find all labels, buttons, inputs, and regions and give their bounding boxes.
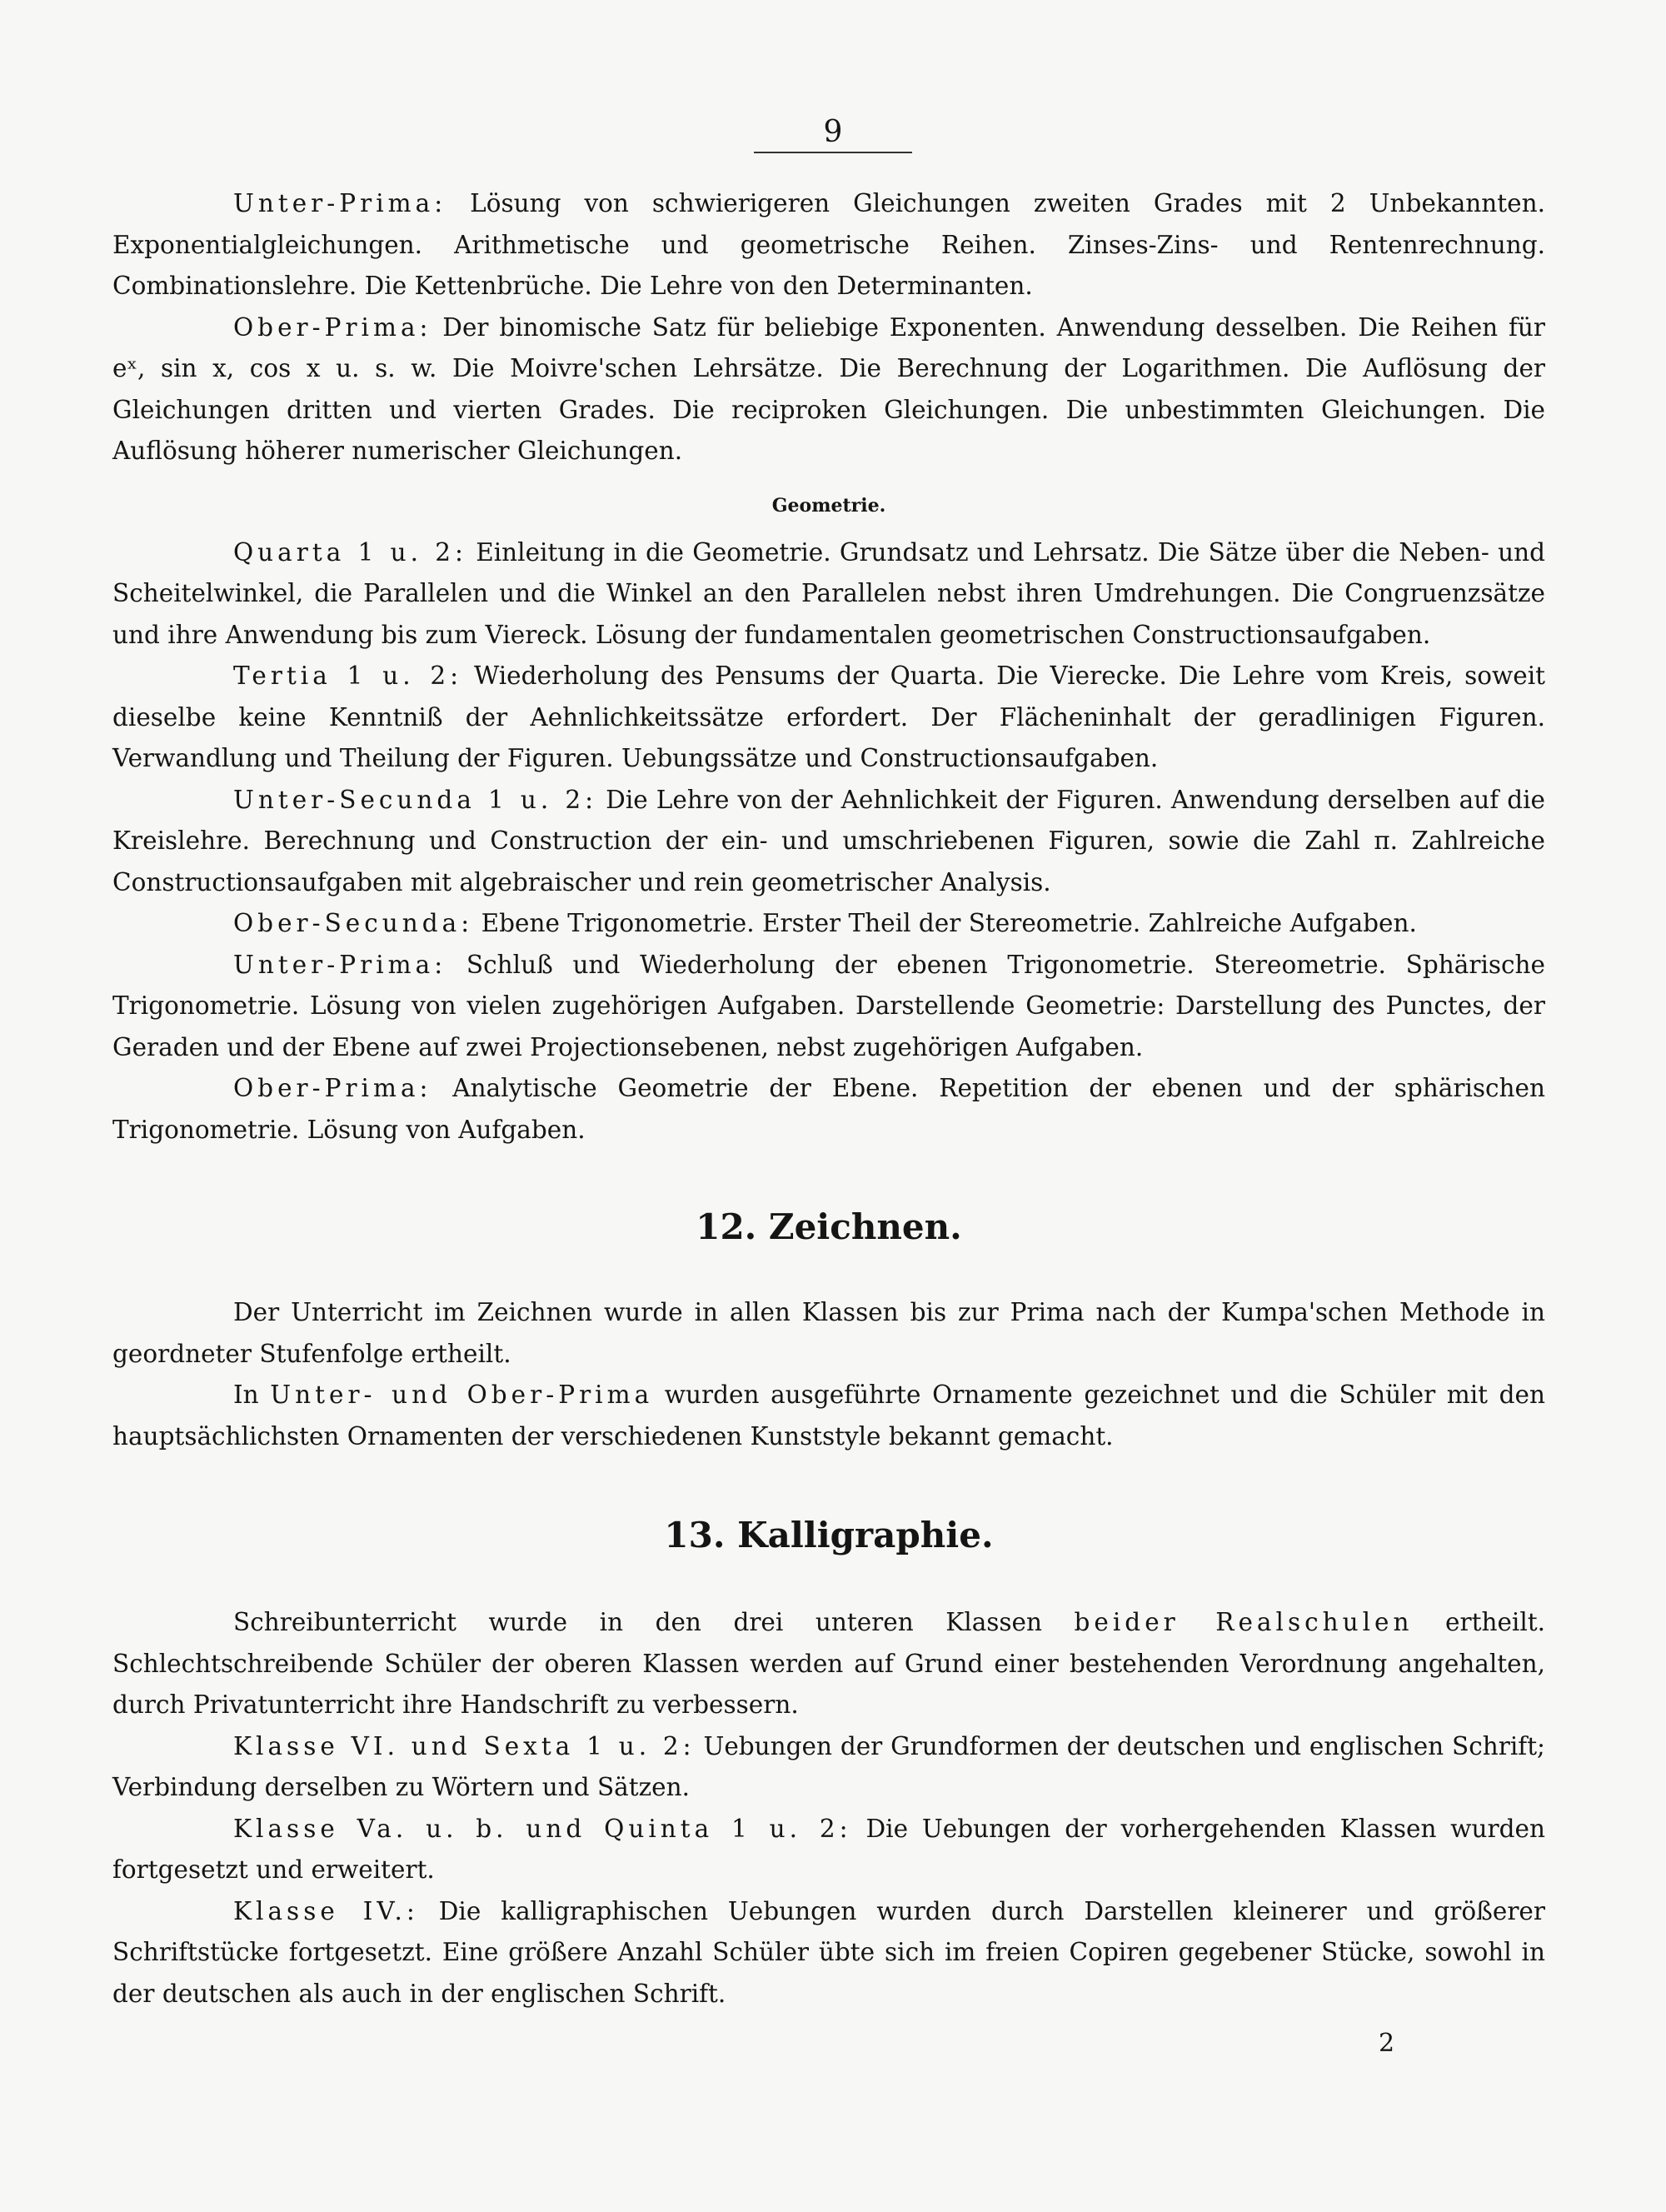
class-label: Tertia 1 u. 2: bbox=[233, 662, 463, 690]
class-label: Ober-Prima: bbox=[233, 312, 432, 342]
class-label: Ober-Secunda: bbox=[233, 909, 474, 937]
class-label: Klasse Va. u. b. und Quinta 1 u. 2: bbox=[233, 1814, 852, 1843]
class-label: Unter-Prima: bbox=[233, 950, 447, 979]
geometry-tertia-paragraph bbox=[112, 656, 1545, 780]
paragraph-text: Die Lehre von der Aehnlichkeit der Figuren. Anwendung derselben auf die Kreislehre. Berechnung und Construction der ein- und umschriebenen Figuren, sowie die Zahl π. Zahlreiche Constructionsaufgaben mit algebraischer und rein geometrischer Analysis. bbox=[112, 785, 1545, 896]
emphasis-label: beider Realschulen bbox=[1074, 1608, 1414, 1636]
drawing-paragraph-2 bbox=[112, 1375, 1545, 1457]
geometry-subheading: Geometrie. bbox=[771, 494, 886, 517]
paragraph-text: Uebungen der Grundformen der deutschen und englischen Schrift; Verbindung derselben zu Wörtern und Sätzen. bbox=[112, 1731, 1545, 1801]
calligraphy-intro-paragraph bbox=[112, 1602, 1545, 1726]
class-label: Unter- und Ober-Prima bbox=[270, 1381, 654, 1409]
section-12-heading: 12. Zeichnen. bbox=[696, 1206, 962, 1247]
class-label: Klasse IV.: bbox=[233, 1896, 419, 1925]
paragraph-text: In bbox=[233, 1381, 271, 1409]
geometry-ober-prima-paragraph bbox=[112, 1068, 1545, 1151]
geometry-quarta-paragraph bbox=[112, 532, 1545, 657]
section-13-heading: 13. Kalligraphie. bbox=[664, 1515, 994, 1555]
signature-mark: 2 bbox=[1379, 2029, 1395, 2058]
class-label: Quarta 1 u. 2: bbox=[233, 537, 467, 567]
class-label: Klasse VI. und Sexta 1 u. 2: bbox=[233, 1731, 696, 1760]
header-rule bbox=[754, 152, 912, 153]
paragraph-text: Die Uebungen der vorhergehenden Klassen wurden fortgesetzt und erweitert. bbox=[112, 1814, 1545, 1884]
geometry-ober-secunda-paragraph bbox=[112, 903, 1545, 945]
drawing-paragraph-1: Der Unterricht im Zeichnen wurde in allen Klassen bis zur Prima nach der Kumpa'schen Methode in geordneter Stufenfolge ertheilt. bbox=[112, 1298, 1545, 1368]
class-label: Ober-Prima: bbox=[233, 1074, 432, 1102]
paragraph-text: Einleitung in die Geometrie. Grundsatz und Lehrsatz. Die Sätze über die Neben- und Scheitelwinkel, die Parallelen und die Winkel an den Parallelen nebst ihren Umdrehungen. Die Congruenzsätze und ihre Anwendung bis zum Viereck. Lösung der fundamentalen geometrischen Constructionsaufgaben. bbox=[112, 537, 1545, 649]
paragraph-text: Ebene Trigonometrie. Erster Theil der Stereometrie. Zahlreiche Aufgaben. bbox=[473, 909, 1417, 937]
paragraph-text: Schreibunterricht wurde in den drei unteren Klassen bbox=[233, 1608, 1075, 1636]
math-unter-prima-paragraph bbox=[112, 183, 1545, 307]
paragraph-text: Schluß und Wiederholung der ebenen Trigonometrie. Stereometrie. Sphärische Trigonometrie. Lösung von vielen zugehörigen Aufgaben. Darstellende Geometrie: Darstellung des Punctes, der Geraden und der Ebene auf zwei Projectionsebenen, nebst zugehörigen Aufgaben. bbox=[112, 950, 1545, 1061]
paragraph-text: Wiederholung des Pensums der Quarta. Die Vierecke. Die Lehre vom Kreis, soweit dieselbe keine Kenntniß der Aehnlichkeitssätze erfordert. Der Flächeninhalt der geradlinigen Figuren. Verwandlung und Theilung der Figuren. Uebungssätze und Constructionsaufgaben. bbox=[112, 662, 1545, 772]
page-body bbox=[112, 183, 1545, 2015]
geometry-unter-secunda-paragraph bbox=[112, 780, 1545, 904]
page-number: 9 bbox=[823, 115, 843, 149]
paragraph-text: Analytische Geometrie der Ebene. Repetition der ebenen und der sphärischen Trigonometrie. Lösung von Aufgaben. bbox=[112, 1074, 1545, 1144]
paragraph-text: Lösung von schwierigeren Gleichungen zweiten Grades mit 2 Unbekannten. Exponentialgleichungen. Arithmetische und geometrische Reihen. Zinses-Zins- und Rentenrechnung. Combinationslehre. Die Kettenbrüche. Die Lehre von den Determinanten. bbox=[112, 189, 1545, 300]
calligraphy-klasse-vi-paragraph bbox=[112, 1726, 1545, 1809]
class-label: Unter-Prima: bbox=[233, 189, 447, 217]
class-label: Unter-Secunda 1 u. 2: bbox=[233, 785, 598, 814]
calligraphy-klasse-iv-paragraph bbox=[112, 1891, 1545, 2015]
paragraph-text: wurden ausgeführte Ornamente gezeichnet und die Schüler mit den hauptsächlichsten Ornamenten der verschiedenen Kunststyle bekannt gemacht. bbox=[112, 1381, 1545, 1451]
calligraphy-klasse-v-paragraph bbox=[112, 1809, 1545, 1891]
math-ober-prima-paragraph bbox=[112, 307, 1545, 472]
paragraph-text: ertheilt. Schlechtschreibende Schüler der oberen Klassen werden auf Grund einer bestehenden Verordnung angehalten, durch Privatunterricht ihre Handschrift zu verbessern. bbox=[112, 1608, 1545, 1719]
geometry-unter-prima-paragraph bbox=[112, 945, 1545, 1069]
paragraph-text: Der binomische Satz für beliebige Exponenten. Anwendung desselben. Die Reihen für eˣ, sin x, cos x u. s. w. Die Moivre'schen Lehrsätze. Die Berechnung der Logarithmen. Die Auflösung der Gleichungen dritten und vierten Grades. Die reciproken Gleichungen. Die unbestimmten Gleichungen. Die Auflösung höherer numerischer Gleichungen. bbox=[112, 312, 1545, 465]
paragraph-text: Die kalligraphischen Uebungen wurden durch Darstellen kleinerer und größerer Schriftstücke fortgesetzt. Eine größere Anzahl Schüler übte sich im freien Copiren gegebener Stücke, sowohl in der deutschen als auch in der englischen Schrift. bbox=[112, 1896, 1545, 2008]
